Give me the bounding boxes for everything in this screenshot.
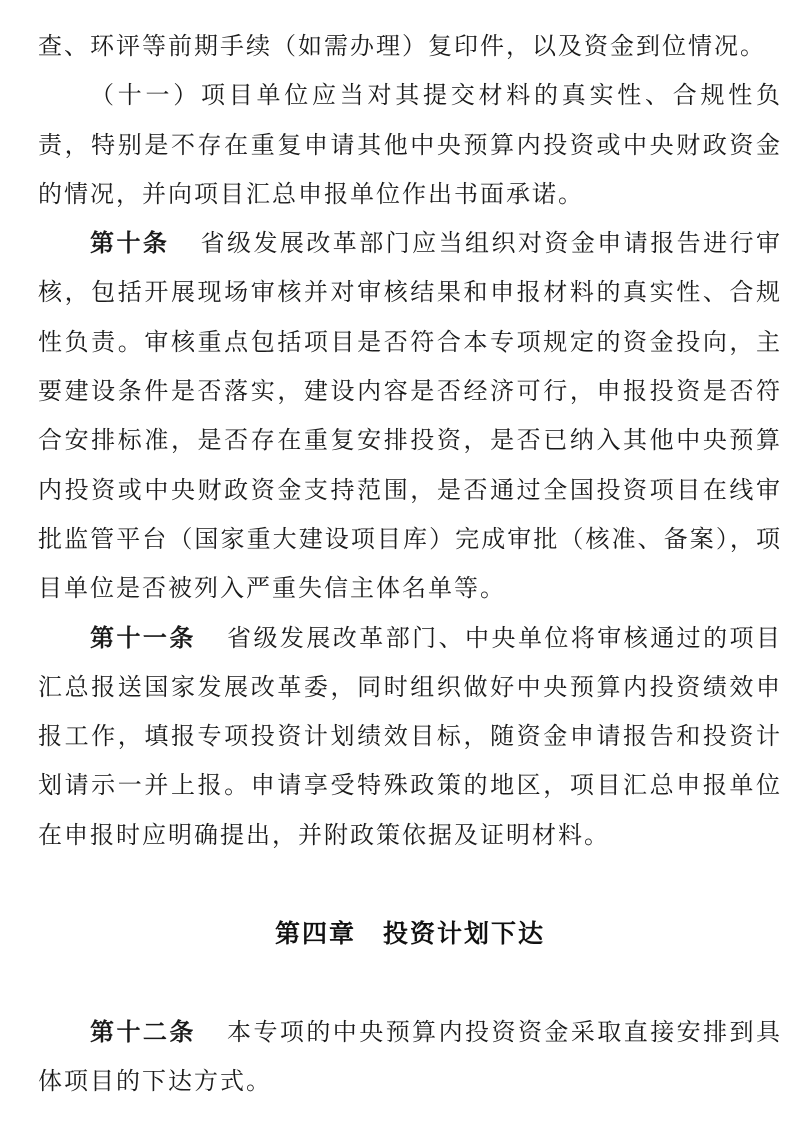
- chapter-heading: 第四章 投资计划下达: [274, 920, 545, 949]
- paragraph-text: 本专项的中央预算内投资资金采取直接安排到具体项目的下达方式。: [38, 1019, 783, 1096]
- paragraph-text: （十一）项目单位应当对其提交材料的真实性、合规性负责，特别是不存在重复申请其他中央预算内投资或中央财政资金的情况，并向项目汇总申报单位作出书面承诺。: [38, 83, 782, 208]
- article-number: 第十一条: [90, 625, 196, 652]
- article-paragraph: [38, 615, 782, 861]
- body-paragraph: [38, 72, 782, 220]
- body-paragraph: [38, 23, 782, 72]
- paragraph-text: 查、环评等前期手续（如需办理）复印件，以及资金到位情况。: [38, 34, 766, 60]
- article-paragraph: [38, 1009, 782, 1108]
- article-number: 第十二条: [90, 1019, 196, 1046]
- paragraph-text: 省级发展改革部门应当组织对资金申请报告进行审核，包括开展现场审核并对审核结果和申报材料的真实性、合规性负责。审核重点包括项目是否符合本专项规定的资金投向，主要建设条件是否落实，建设内容是否经济可行，申报投资是否符合安排标准，是否存在重复安排投资，是否已纳入其他中央预算内投资或中央财政资金支持范围，是否通过全国投资项目在线审批监管平台（国家重大建设项目库）完成审批（核准、备案），项目单位是否被列入严重失信主体名单等。: [38, 231, 783, 603]
- article-paragraph: [38, 220, 782, 614]
- paragraph-text: 省级发展改革部门、中央单位将审核通过的项目汇总报送国家发展改革委，同时组织做好中央预算内投资绩效申报工作，填报专项投资计划绩效目标，随资金申请报告和投资计划请示一并上报。申请享受特殊政策的地区，项目汇总申报单位在申报时应明确提出，并附政策依据及证明材料。: [38, 625, 783, 849]
- article-number: 第十条: [90, 231, 170, 258]
- document-body: [38, 23, 782, 1108]
